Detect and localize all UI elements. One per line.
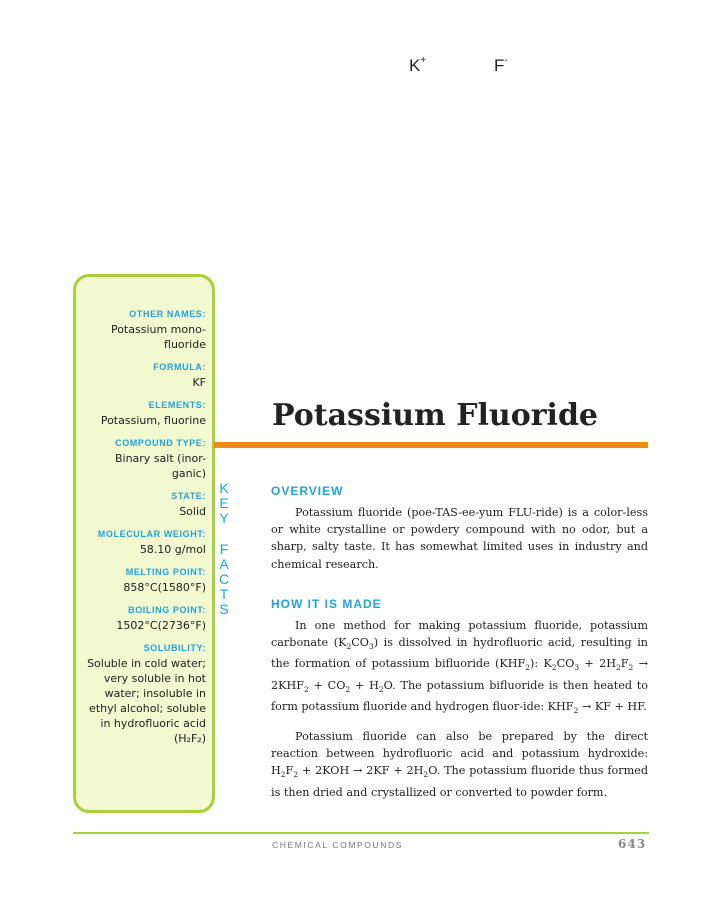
key-fact <box>74 643 206 746</box>
key-fact-label: STATE: <box>171 491 206 501</box>
key-facts-list <box>74 309 206 756</box>
key-fact-value: Potassium mono- fluoride <box>110 323 206 351</box>
key-fact <box>74 438 206 481</box>
title-divider <box>214 442 648 448</box>
key-fact-label: FORMULA: <box>153 362 206 372</box>
key-fact <box>74 491 206 519</box>
key-fact <box>74 567 206 595</box>
key-fact-value: Solid <box>179 505 206 518</box>
how-made-heading: HOW IT IS MADE <box>271 596 382 611</box>
key-fact <box>74 529 206 557</box>
key-fact <box>74 400 206 428</box>
overview-paragraph: Potassium fluoride (poe-TAS-ee-yum FLU-ride) is a color-less or white crystalline or powdery compound with no odor, but a sharp, salty taste. It has somewhat limited uses in industry and chemical research. <box>271 506 648 571</box>
potassium-ion-label: K+ <box>409 55 427 75</box>
key-facts-box <box>73 274 215 813</box>
overview-heading: OVERVIEW <box>271 484 344 498</box>
key-fact-label: COMPOUND TYPE: <box>115 438 206 448</box>
key-fact-value: 1502°C(2736°F) <box>116 619 206 632</box>
how-made-paragraph-1: In one method for making potassium fluoride, potassium carbonate $(K_2CO_3)$ is dissolved in hydrofluoric acid, resulting in the formation of potassium bifluoride $(KHF_2)$: $K_2CO_3 + 2H_2F_2 \to 2KHF_2 + CO_2 + H_2O$. The potassium bifluoride is then heated to form potassium fluoride and hydrogen fluor-ide: $KHF_2$ → KF + HF. <box>271 618 649 716</box>
how-made-paragraph-2: Potassium fluoride can also be prepared by the direct reaction between hydrofluoric acid and potassium hydroxide: $H_2F_2 + 2KOH \to 2KF + 2H_2O$. The potassium fluoride thus formed is then dried and crystallized or converted to powder form. <box>271 729 648 799</box>
key-fact <box>74 605 206 633</box>
page-number: 643 <box>618 837 647 851</box>
key-fact-value: KF <box>192 376 206 389</box>
key-fact-value: Potassium, fluorine <box>100 414 206 427</box>
key-fact-label: MELTING POINT: <box>125 567 206 577</box>
footer-section-label: CHEMICAL COMPOUNDS <box>272 840 403 850</box>
fluoride-ion-label: F- <box>494 55 508 75</box>
article-body <box>271 484 648 809</box>
page-title: Potassium Fluoride <box>272 398 599 433</box>
key-fact-label: SOLUBILITY: <box>143 643 206 653</box>
key-fact-label: ELEMENTS: <box>148 400 206 410</box>
key-fact-value: 58.10 g/mol <box>139 543 206 556</box>
key-fact-label: MOLECULAR WEIGHT: <box>97 529 206 539</box>
key-fact <box>74 309 206 352</box>
key-fact-value: Binary salt (inor- ganic) <box>114 452 206 480</box>
key-fact-label: BOILING POINT: <box>128 605 206 615</box>
key-facts-vertical-heading: K E Y F A C T S <box>218 480 230 618</box>
key-fact-value: Soluble in cold water; very soluble in hot water; insoluble in ethyl alcohol; soluble in hydrofluoric acid (H₂F₂) <box>87 657 206 745</box>
key-fact-value: 858°C(1580°F) <box>123 581 206 594</box>
key-fact-label: OTHER NAMES: <box>129 309 206 319</box>
footer-divider <box>73 832 649 834</box>
key-fact <box>74 362 206 390</box>
